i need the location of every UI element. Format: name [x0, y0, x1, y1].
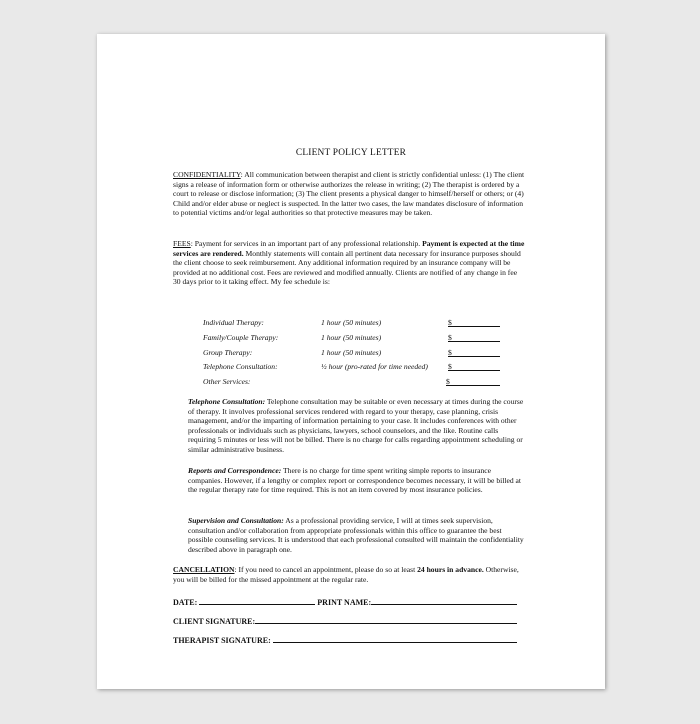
client-signature-line[interactable] — [255, 615, 517, 624]
cancellation-bold-text: 24 hours in advance. — [417, 565, 484, 574]
fee-schedule-table — [203, 318, 513, 392]
fee-service: Individual Therapy: — [203, 318, 264, 327]
fees-text-after: Monthly statements will contain all pertinent data necessary for insurance purposes should the client choose to seek reimbursement. Any additional information required by an insurance company will be provided at no additional cost. Fees are reviewed and modified annually. Clients are notified of any change in fee 30 days prior to it taking effect. My fee schedule is: — [173, 248, 521, 287]
supervision-heading: Supervision and Consultation: — [188, 516, 284, 525]
confidentiality-heading: CONFIDENTIALITY — [173, 170, 241, 179]
fee-duration: ½ hour (pro-rated for time needed) — [321, 362, 428, 372]
supervision-section — [173, 516, 525, 554]
cancellation-text-after: Otherwise, you will be billed for the missed appointment at the regular rate. — [173, 565, 519, 584]
date-name-row — [173, 596, 529, 608]
fees-text-before: : Payment for services in an important part of any professional relationship. — [190, 239, 423, 248]
cancellation-text-before: : If you need to cancel an appointment, please do so at least — [234, 565, 418, 574]
fee-row: Telephone Consultation: ½ hour (pro-rated for time needed) $ — [203, 362, 513, 377]
client-signature-row — [173, 615, 529, 627]
fee-row: Family/Couple Therapy: 1 hour (50 minutes) $ — [203, 333, 513, 348]
fee-duration: 1 hour (50 minutes) — [321, 332, 382, 342]
fee-service: Family/Couple Therapy: — [203, 332, 279, 342]
fee-service: Group Therapy: — [203, 347, 253, 357]
therapist-signature-label: THERAPIST SIGNATURE: — [173, 636, 271, 645]
reports-section — [173, 466, 525, 495]
fees-section — [173, 239, 525, 287]
telephone-text: Telephone consultation may be suitable or even necessary at times during the course of therapy. It involves professional services rendered with regard to your therapy, case planning, crisis management, and/or the imparting of information pertaining to your case. It includes conferences with other professionals or individuals such as physicians, lawyers, school counselors, and the like. Routine calls requiring 5 minutes or less will not be billed. There is no charge for calls regarding appointment scheduling or similar administrative business. — [188, 397, 524, 454]
cancellation-section — [173, 565, 525, 584]
telephone-heading: Telephone Consultation: — [188, 397, 266, 406]
fee-row: Other Services: $ — [203, 377, 513, 392]
page-title: CLIENT POLICY LETTER — [295, 148, 407, 158]
fees-bold-text: Payment is expected at the time services are rendered. — [173, 239, 525, 258]
confidentiality-section — [173, 170, 525, 218]
telephone-section — [173, 397, 525, 455]
therapist-signature-row — [173, 634, 529, 646]
document-page — [97, 34, 605, 689]
print-name-line[interactable] — [371, 596, 517, 605]
cancellation-heading: CANCELLATION — [173, 565, 235, 574]
fee-service: Other Services: — [203, 377, 251, 387]
confidentiality-text: : All communication between therapist and client is strictly confidential unless: (1) The client signs a release of information form or otherwise authorizes the release in writing; (2) The therapist is ordered by a court to release or disclose information; (3) The client presents a physical danger to himself/herself or others; or (4) Child and/or elder abuse or neglect is suspected. In the latter two cases, the law mandates disclosure of information to potential victims and/or legal authorities so that protective measures may be taken. — [173, 170, 525, 218]
date-label: DATE: — [173, 598, 198, 607]
fee-duration: 1 hour (50 minutes) — [321, 347, 382, 357]
print-name-label: PRINT NAME: — [317, 598, 372, 607]
supervision-text: As a professional providing service, I will at times seek supervision, consultation and/or collaboration from appropriate professionals within this office to guarantee the best possible counseling services. It is understood that each professional consulted will maintain the confidentiality described above in paragraph one. — [188, 516, 524, 554]
fee-row: Group Therapy: 1 hour (50 minutes) $ — [203, 348, 513, 363]
date-line[interactable] — [199, 596, 315, 605]
fee-duration: 1 hour (50 minutes) — [321, 318, 382, 327]
fees-heading: FEES — [173, 239, 191, 248]
fee-row: Individual Therapy: 1 hour (50 minutes) $ — [203, 318, 513, 333]
therapist-signature-line[interactable] — [273, 634, 517, 643]
client-signature-label: CLIENT SIGNATURE: — [173, 617, 256, 626]
fee-service: Telephone Consultation: — [203, 362, 278, 372]
reports-text: There is no charge for time spent writing simple reports to insurance companies. However, if a lengthy or complex report or correspondence becomes necessary, it will be billed at the regular therapy rate for time required. This is not an item covered by most insurance policies. — [188, 466, 521, 495]
reports-heading: Reports and Correspondence: — [188, 466, 282, 475]
